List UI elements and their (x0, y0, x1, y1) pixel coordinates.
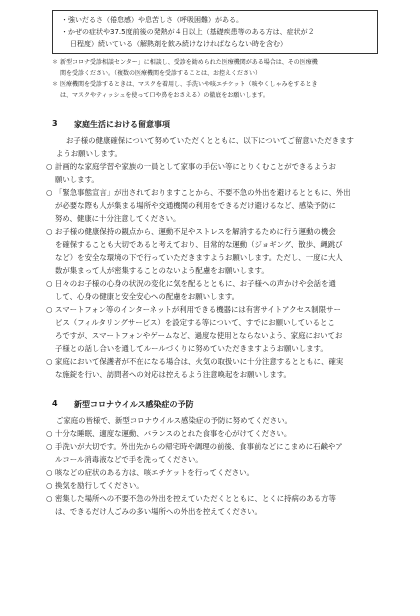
circle-bullet-icon: ○ (46, 468, 53, 477)
box-line: ・かぜの症状や37.5度前後の発熱が４日以上（基礎疾患等のある方は、症状が２ (61, 28, 315, 36)
item-line: 家庭において保護者が不在になる場合は、火気の取扱いに十分注意するとともに、確実 (55, 357, 344, 366)
note (52, 57, 382, 79)
circle-bullet-icon: ○ (46, 162, 53, 171)
list-item (46, 160, 382, 186)
circle-bullet-icon: ○ (46, 494, 53, 503)
item-line: 密集した場所への不要不急の外出を控えていただくとともに、とくに持病のある方等 (55, 494, 336, 503)
section-title: 家庭生活における留意事項 (74, 120, 170, 129)
item-line: 子様との話し合いを通してルールづくりに努めていただきますようお願いします。 (55, 344, 328, 353)
note-mark: ＊ (52, 81, 59, 88)
section-4-list (46, 427, 382, 518)
list-item (46, 186, 382, 225)
item-line: が必要な際も人が集まる場所や交通機関の利用をできるだけ避けるなど、感染予防に (55, 201, 336, 210)
box-line: 日程度）続いている（解熱剤を飲み続けなければならない時を含む） (70, 40, 287, 48)
list-item (46, 225, 382, 277)
note-line: は、マスクやティッシュを使って口や鼻をおさえる）の徹底をお願いします。 (60, 92, 269, 99)
circle-bullet-icon: ○ (46, 442, 53, 451)
item-line: ビス（フィルタリングサービス）を設定する等について、すでにお願いしているとこ (55, 318, 335, 327)
item-line: 計画的な家庭学習や家族の一員として家事の手伝い等にとりくむことができるようお (55, 162, 336, 171)
note-line: 関を受診ください。（複数の医療機関を受診することは、お控えください） (60, 70, 262, 77)
note-line: 新型コロナ受診相談センター」に相談し、受診を勧められた医療機関がある場合は、その医療機 (60, 59, 318, 66)
circle-bullet-icon: ○ (46, 357, 53, 366)
list-item (46, 427, 382, 440)
list-item (46, 277, 382, 303)
box-line: ・強いだるさ（倦怠感）や息苦しさ（呼吸困難）がある。 (61, 16, 243, 24)
note-line: 医療機関を受診するときは、マスクを着用し、手洗いや咳エチケット（咳やくしゃみをするとき (60, 81, 318, 88)
section-4-heading (46, 399, 382, 410)
item-line: 十分な睡眠、適度な運動、バランスのとれた食事を心がけてください。 (55, 429, 292, 438)
item-line: 換気を励行してください。 (55, 481, 144, 490)
item-line: 手洗いが大切です。外出先からの帰宅時や調理の前後、食事前などにこまめに石鹸やア (55, 442, 343, 451)
item-line: 日々のお子様の心身の状況の変化に気を配るとともに、お子様への声かけや会話を通 (55, 279, 336, 288)
item-line: スマートフォン等のインターネットが利用できる機器には有害サイトアクセス制限サー (55, 305, 341, 314)
item-line: ろですが、スマートフォンやゲームなど、過度な使用とならないよう、家庭においてお (55, 331, 343, 340)
list-item (46, 303, 382, 355)
notes (52, 57, 382, 101)
item-line: して、心身の健康と安全安心への配慮をお願いします。 (55, 292, 240, 301)
circle-bullet-icon: ○ (46, 279, 53, 288)
section-title: 新型コロナウイルス感染症の予防 (74, 400, 194, 409)
item-line: 努め、健康に十分注意してください。 (55, 214, 181, 223)
section-lead: お子様の健康確保について努めていただくとともに、以下についてご留意いただきます (66, 136, 354, 145)
item-line: を確保することも大切であると考えており、目常的な運動（ジョギング、散歩、縄跳び (55, 240, 343, 249)
list-item (46, 479, 382, 492)
list-item (46, 492, 382, 518)
circle-bullet-icon: ○ (46, 305, 53, 314)
section-3-list (46, 160, 382, 381)
item-line: 願いします。 (55, 175, 99, 184)
note (52, 79, 382, 101)
circle-bullet-icon: ○ (46, 227, 53, 236)
item-line: 咳などの症状のある方は、咳エチケットを行ってください。 (55, 468, 254, 477)
item-line: 「緊急事態宣言」が出されておりますことから、不要不急の外出を避けるとともに、外出 (55, 188, 351, 197)
item-line: 数が集まって人が密集することのないよう配慮をお願いします。 (55, 266, 269, 275)
item-line: な施錠を行い、訪問者への対応は控えるよう注意喚起をお願いします。 (55, 370, 291, 379)
list-item (46, 440, 382, 466)
item-line: など）を安全な環境の下で行っていただきますようお願いします。ただし、一度に大人 (55, 253, 343, 262)
note-mark: ＊ (52, 59, 59, 66)
list-item (46, 466, 382, 479)
circle-bullet-icon: ○ (46, 429, 53, 438)
item-line: お子様の健康保持の観点から、運動不足やストレスを解消するために行う運動の機会 (55, 227, 336, 236)
section-3-heading (46, 119, 382, 130)
item-line: は、できるだけ人ごみの多い場所への外出を控えてください。 (55, 507, 262, 516)
circle-bullet-icon: ○ (46, 481, 53, 490)
section-number: 4 (52, 399, 58, 408)
circle-bullet-icon: ○ (46, 188, 53, 197)
section-lead: ようお願いします。 (56, 149, 122, 158)
section-lead: ご家庭の皆様で、新型コロナウイルス感染症の予防に努めてください。 (56, 416, 292, 425)
section-number: 3 (52, 119, 58, 128)
item-line: ルコール消毒液などで手を洗ってください。 (55, 455, 203, 464)
list-item (46, 355, 382, 381)
symptom-box (52, 10, 378, 54)
